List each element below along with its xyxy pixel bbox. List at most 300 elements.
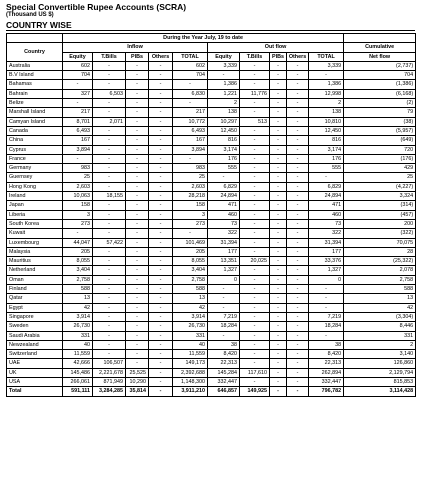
- cumulative-net-flow-cell: 3,140: [344, 350, 416, 359]
- outflow-pibs-cell: -: [270, 117, 287, 126]
- outflow-total-cell: 10,810: [309, 117, 344, 126]
- inflow-pibs-cell: -: [126, 145, 149, 154]
- outflow-others-cell: -: [287, 285, 309, 294]
- inflow-tbills-cell: -: [93, 275, 126, 284]
- outflow-equity-cell: 31,394: [208, 238, 240, 247]
- outflow-equity-cell: 145,284: [208, 368, 240, 377]
- outflow-others-cell: -: [287, 164, 309, 173]
- outflow-pibs-cell: -: [270, 154, 287, 163]
- outflow-equity-cell: 6,829: [208, 182, 240, 191]
- table-row: [7, 173, 416, 182]
- outflow-equity-cell: 18,284: [208, 322, 240, 331]
- inflow-total-cell: 3,894: [173, 145, 208, 154]
- inflow-total-cell: 2,758: [173, 275, 208, 284]
- table-row: [7, 182, 416, 191]
- outflow-total-cell: -: [309, 331, 344, 340]
- scra-country-table: [6, 33, 416, 397]
- table-row: [7, 340, 416, 349]
- outflow-others-cell: -: [287, 312, 309, 321]
- inflow-pibs-cell: -: [126, 257, 149, 266]
- outflow-tbills-cell: -: [240, 182, 270, 191]
- period-header: During the Year July, 19 to date: [63, 34, 344, 43]
- outflow-pibs-cell: -: [270, 182, 287, 191]
- outflow-pibs-cell: -: [270, 377, 287, 386]
- inflow-equity-cell: 217: [63, 108, 93, 117]
- outflow-others-cell: -: [287, 331, 309, 340]
- inflow-total-cell: 101,469: [173, 238, 208, 247]
- inflow-total-cell: 205: [173, 247, 208, 256]
- country-cell: Singapore: [7, 312, 63, 321]
- outflow-tbills-cell: -: [240, 164, 270, 173]
- outflow-equity-cell: 2: [208, 99, 240, 108]
- inflow-total-cell: -: [173, 229, 208, 238]
- table-row: [7, 89, 416, 98]
- inflow-tbills-cell: 106,507: [93, 359, 126, 368]
- net-flow-header: Net flow: [344, 52, 416, 61]
- inflow-equity-cell: 327: [63, 89, 93, 98]
- outflow-pibs-cell: -: [270, 331, 287, 340]
- group-header-row: [7, 43, 416, 52]
- outflow-others-cell: -: [287, 294, 309, 303]
- table-row: [7, 238, 416, 247]
- cumulative-header-top: [344, 34, 416, 43]
- inflow-pibs-cell: 35,814: [126, 387, 149, 396]
- outflow-others-cell: -: [287, 80, 309, 89]
- inflow-total-cell: 28,218: [173, 192, 208, 201]
- outflow-pibs-cell: -: [270, 247, 287, 256]
- inflow-total-cell: 25: [173, 173, 208, 182]
- country-cell: Hong Kong: [7, 182, 63, 191]
- cumulative-net-flow-cell: (457): [344, 210, 416, 219]
- outflow-total-cell: 31,394: [309, 238, 344, 247]
- table-row: [7, 126, 416, 135]
- cumulative-net-flow-cell: (314): [344, 201, 416, 210]
- unit-subtitle: (Thousand US $): [6, 12, 54, 18]
- cumulative-net-flow-cell: 815,853: [344, 377, 416, 386]
- inflow-others-cell: -: [149, 257, 173, 266]
- country-cell: Bahrain: [7, 89, 63, 98]
- country-cell: Cyprus: [7, 145, 63, 154]
- outflow-equity-cell: 138: [208, 108, 240, 117]
- outflow-total-cell: 8,420: [309, 350, 344, 359]
- inflow-total-cell: 602: [173, 61, 208, 70]
- inflow-pibs-cell: -: [126, 89, 149, 98]
- inflow-pibs-cell: -: [126, 275, 149, 284]
- outflow-pibs-header: PIBs: [270, 52, 287, 61]
- country-cell: Malaysia: [7, 247, 63, 256]
- outflow-others-cell: -: [287, 154, 309, 163]
- outflow-total-cell: 796,782: [309, 387, 344, 396]
- outflow-pibs-cell: -: [270, 71, 287, 80]
- inflow-equity-cell: 10,063: [63, 192, 93, 201]
- inflow-others-cell: -: [149, 61, 173, 70]
- outflow-tbills-cell: -: [240, 61, 270, 70]
- inflow-others-cell: -: [149, 154, 173, 163]
- cumulative-net-flow-cell: 704: [344, 71, 416, 80]
- inflow-equity-cell: 273: [63, 219, 93, 228]
- inflow-others-cell: -: [149, 219, 173, 228]
- inflow-equity-cell: 602: [63, 61, 93, 70]
- outflow-others-cell: -: [287, 136, 309, 145]
- outflow-pibs-cell: -: [270, 257, 287, 266]
- inflow-pibs-cell: -: [126, 136, 149, 145]
- outflow-others-cell: -: [287, 322, 309, 331]
- table-body: [7, 61, 416, 396]
- outflow-others-cell: -: [287, 71, 309, 80]
- inflow-others-cell: -: [149, 238, 173, 247]
- inflow-equity-cell: 266,061: [63, 377, 93, 386]
- inflow-tbills-cell: -: [93, 182, 126, 191]
- cumulative-net-flow-cell: 8,446: [344, 322, 416, 331]
- inflow-equity-cell: 25: [63, 173, 93, 182]
- country-cell: Guernsey: [7, 173, 63, 182]
- inflow-pibs-cell: -: [126, 61, 149, 70]
- outflow-equity-cell: -: [208, 71, 240, 80]
- inflow-pibs-cell: -: [126, 266, 149, 275]
- outflow-total-cell: 332,447: [309, 377, 344, 386]
- outflow-tbills-cell: -: [240, 350, 270, 359]
- table-row: [7, 303, 416, 312]
- table-row: [7, 80, 416, 89]
- inflow-total-cell: 6,493: [173, 126, 208, 135]
- inflow-tbills-cell: -: [93, 219, 126, 228]
- country-cell: Germany: [7, 164, 63, 173]
- cumulative-net-flow-cell: 3,114,428: [344, 387, 416, 396]
- cumulative-net-flow-cell: (5,957): [344, 126, 416, 135]
- outflow-pibs-cell: -: [270, 285, 287, 294]
- inflow-others-cell: -: [149, 294, 173, 303]
- table-row: [7, 99, 416, 108]
- cumulative-net-flow-cell: 2,129,794: [344, 368, 416, 377]
- inflow-pibs-cell: 10,290: [126, 377, 149, 386]
- country-cell: Belize: [7, 99, 63, 108]
- table-row: [7, 257, 416, 266]
- table-row: [7, 201, 416, 210]
- country-cell: Qatar: [7, 294, 63, 303]
- inflow-tbills-cell: 2,221,678: [93, 368, 126, 377]
- inflow-tbills-cell: -: [93, 210, 126, 219]
- table-row: [7, 331, 416, 340]
- outflow-others-cell: -: [287, 210, 309, 219]
- outflow-equity-cell: -: [208, 173, 240, 182]
- country-cell: Camyan Island: [7, 117, 63, 126]
- inflow-equity-cell: 3,914: [63, 312, 93, 321]
- inflow-equity-cell: 44,047: [63, 238, 93, 247]
- outflow-tbills-cell: -: [240, 145, 270, 154]
- outflow-others-cell: -: [287, 117, 309, 126]
- country-cell: France: [7, 154, 63, 163]
- outflow-total-cell: 7,219: [309, 312, 344, 321]
- country-cell: Total: [7, 387, 63, 396]
- outflow-header: Out flow: [208, 43, 344, 52]
- outflow-others-cell: -: [287, 303, 309, 312]
- cumulative-net-flow-cell: 25: [344, 173, 416, 182]
- outflow-equity-cell: 322: [208, 229, 240, 238]
- inflow-equity-cell: 3: [63, 210, 93, 219]
- inflow-tbills-cell: -: [93, 99, 126, 108]
- cumulative-net-flow-cell: (25,322): [344, 257, 416, 266]
- inflow-others-cell: -: [149, 377, 173, 386]
- country-cell: UK: [7, 368, 63, 377]
- inflow-equity-header: Equity: [63, 52, 93, 61]
- outflow-others-cell: -: [287, 182, 309, 191]
- cumulative-net-flow-cell: (649): [344, 136, 416, 145]
- outflow-total-cell: 24,894: [309, 192, 344, 201]
- outflow-others-cell: -: [287, 145, 309, 154]
- inflow-pibs-cell: -: [126, 192, 149, 201]
- outflow-tbills-cell: -: [240, 322, 270, 331]
- inflow-pibs-cell: -: [126, 285, 149, 294]
- inflow-pibs-header: PIBs: [126, 52, 149, 61]
- outflow-pibs-cell: -: [270, 164, 287, 173]
- cumulative-net-flow-cell: (4,227): [344, 182, 416, 191]
- outflow-total-cell: 73: [309, 219, 344, 228]
- table-row: [7, 247, 416, 256]
- country-cell: Finland: [7, 285, 63, 294]
- cumulative-net-flow-cell: 331: [344, 331, 416, 340]
- inflow-pibs-cell: -: [126, 247, 149, 256]
- outflow-others-cell: -: [287, 247, 309, 256]
- country-header: Country: [7, 43, 63, 62]
- inflow-total-cell: 26,730: [173, 322, 208, 331]
- cumulative-net-flow-cell: 720: [344, 145, 416, 154]
- inflow-total-cell: 40: [173, 340, 208, 349]
- inflow-equity-cell: 591,111: [63, 387, 93, 396]
- outflow-equity-cell: 7,219: [208, 312, 240, 321]
- outflow-total-cell: 0: [309, 275, 344, 284]
- cumulative-net-flow-cell: 2,758: [344, 275, 416, 284]
- outflow-tbills-cell: -: [240, 294, 270, 303]
- country-cell: Canada: [7, 126, 63, 135]
- outflow-pibs-cell: -: [270, 126, 287, 135]
- inflow-total-cell: 273: [173, 219, 208, 228]
- table-row: [7, 164, 416, 173]
- inflow-others-cell: -: [149, 192, 173, 201]
- cumulative-net-flow-cell: 2,078: [344, 266, 416, 275]
- country-cell: Japan: [7, 201, 63, 210]
- outflow-equity-cell: 646,857: [208, 387, 240, 396]
- outflow-pibs-cell: -: [270, 108, 287, 117]
- country-cell: South Korea: [7, 219, 63, 228]
- outflow-total-cell: 460: [309, 210, 344, 219]
- inflow-tbills-cell: -: [93, 71, 126, 80]
- outflow-equity-cell: 1,327: [208, 266, 240, 275]
- outflow-total-cell: 322: [309, 229, 344, 238]
- country-cell: Bahamas: [7, 80, 63, 89]
- outflow-tbills-cell: -: [240, 99, 270, 108]
- table-row: [7, 275, 416, 284]
- inflow-tbills-cell: 871,949: [93, 377, 126, 386]
- inflow-others-cell: -: [149, 322, 173, 331]
- outflow-pibs-cell: -: [270, 350, 287, 359]
- outflow-tbills-cell: 20,025: [240, 257, 270, 266]
- inflow-total-cell: 3: [173, 210, 208, 219]
- outflow-equity-cell: -: [208, 294, 240, 303]
- outflow-pibs-cell: -: [270, 201, 287, 210]
- cumulative-net-flow-cell: 588: [344, 285, 416, 294]
- outflow-tbills-cell: -: [240, 238, 270, 247]
- inflow-others-cell: -: [149, 303, 173, 312]
- outflow-equity-cell: 555: [208, 164, 240, 173]
- outflow-pibs-cell: -: [270, 99, 287, 108]
- inflow-equity-cell: 3,894: [63, 145, 93, 154]
- outflow-equity-cell: 22,313: [208, 359, 240, 368]
- outflow-tbills-cell: -: [240, 173, 270, 182]
- outflow-others-cell: -: [287, 238, 309, 247]
- outflow-tbills-cell: -: [240, 266, 270, 275]
- outflow-equity-cell: 12,450: [208, 126, 240, 135]
- outflow-total-cell: 555: [309, 164, 344, 173]
- country-cell: USA: [7, 377, 63, 386]
- outflow-others-cell: -: [287, 61, 309, 70]
- inflow-equity-cell: 6,493: [63, 126, 93, 135]
- inflow-total-cell: 10,772: [173, 117, 208, 126]
- outflow-equity-cell: 460: [208, 210, 240, 219]
- inflow-equity-cell: 588: [63, 285, 93, 294]
- inflow-others-cell: -: [149, 331, 173, 340]
- outflow-pibs-cell: -: [270, 210, 287, 219]
- inflow-total-cell: 2,392,688: [173, 368, 208, 377]
- outflow-equity-cell: 3,339: [208, 61, 240, 70]
- inflow-total-cell: 331: [173, 331, 208, 340]
- outflow-others-cell: -: [287, 89, 309, 98]
- inflow-pibs-cell: -: [126, 350, 149, 359]
- inflow-others-cell: -: [149, 387, 173, 396]
- inflow-total-cell: 588: [173, 285, 208, 294]
- inflow-pibs-cell: -: [126, 108, 149, 117]
- inflow-pibs-cell: -: [126, 294, 149, 303]
- inflow-total-cell: 6,830: [173, 89, 208, 98]
- inflow-tbills-cell: -: [93, 285, 126, 294]
- inflow-equity-cell: 40: [63, 340, 93, 349]
- outflow-others-cell: -: [287, 219, 309, 228]
- outflow-equity-cell: 332,447: [208, 377, 240, 386]
- outflow-tbills-cell: -: [240, 275, 270, 284]
- outflow-equity-header: Equity: [208, 52, 240, 61]
- title-rule: [6, 30, 415, 31]
- inflow-tbills-cell: -: [93, 303, 126, 312]
- inflow-others-cell: -: [149, 71, 173, 80]
- inflow-equity-cell: 158: [63, 201, 93, 210]
- inflow-equity-cell: -: [63, 99, 93, 108]
- inflow-pibs-cell: -: [126, 126, 149, 135]
- outflow-equity-cell: 1,221: [208, 89, 240, 98]
- inflow-others-cell: -: [149, 89, 173, 98]
- outflow-total-cell: 33,376: [309, 257, 344, 266]
- inflow-total-cell: 11,559: [173, 350, 208, 359]
- table-row: [7, 117, 416, 126]
- inflow-others-cell: -: [149, 275, 173, 284]
- cumulative-net-flow-cell: 42: [344, 303, 416, 312]
- inflow-tbills-cell: -: [93, 340, 126, 349]
- inflow-others-cell: -: [149, 247, 173, 256]
- table-row: [7, 368, 416, 377]
- outflow-tbills-cell: -: [240, 80, 270, 89]
- outflow-others-cell: -: [287, 340, 309, 349]
- outflow-tbills-cell: -: [240, 359, 270, 368]
- outflow-total-cell: -: [309, 294, 344, 303]
- cumulative-net-flow-cell: 2: [344, 340, 416, 349]
- period-header-row: [7, 34, 416, 43]
- outflow-total-cell: -: [309, 71, 344, 80]
- inflow-total-cell: 8,055: [173, 257, 208, 266]
- outflow-equity-cell: 471: [208, 201, 240, 210]
- inflow-pibs-cell: -: [126, 182, 149, 191]
- inflow-tbills-cell: 6,503: [93, 89, 126, 98]
- outflow-tbills-header: T.Bills: [240, 52, 270, 61]
- outflow-total-cell: 1,386: [309, 80, 344, 89]
- inflow-tbills-cell: -: [93, 229, 126, 238]
- inflow-others-cell: -: [149, 117, 173, 126]
- country-cell: Ireland: [7, 192, 63, 201]
- outflow-total-cell: -: [309, 303, 344, 312]
- table-row: [7, 266, 416, 275]
- outflow-pibs-cell: -: [270, 192, 287, 201]
- section-heading: COUNTRY WISE: [6, 20, 72, 30]
- inflow-others-cell: -: [149, 285, 173, 294]
- inflow-total-cell: 704: [173, 71, 208, 80]
- outflow-tbills-cell: -: [240, 312, 270, 321]
- inflow-equity-cell: 704: [63, 71, 93, 80]
- table-row: [7, 350, 416, 359]
- country-cell: B.V Island: [7, 71, 63, 80]
- table-row: [7, 377, 416, 386]
- inflow-tbills-cell: -: [93, 173, 126, 182]
- outflow-tbills-cell: 513: [240, 117, 270, 126]
- inflow-equity-cell: 983: [63, 164, 93, 173]
- inflow-others-cell: -: [149, 210, 173, 219]
- inflow-pibs-cell: -: [126, 322, 149, 331]
- inflow-tbills-cell: 2,071: [93, 117, 126, 126]
- outflow-tbills-cell: -: [240, 210, 270, 219]
- inflow-equity-cell: 2,603: [63, 182, 93, 191]
- inflow-tbills-cell: -: [93, 145, 126, 154]
- country-cell: China: [7, 136, 63, 145]
- outflow-pibs-cell: -: [270, 136, 287, 145]
- inflow-others-cell: -: [149, 164, 173, 173]
- inflow-others-cell: -: [149, 80, 173, 89]
- outflow-total-cell: 138: [309, 108, 344, 117]
- inflow-pibs-cell: -: [126, 154, 149, 163]
- outflow-equity-cell: -: [208, 331, 240, 340]
- table-row: [7, 192, 416, 201]
- cumulative-net-flow-cell: 13: [344, 294, 416, 303]
- outflow-total-header: TOTAL: [309, 52, 344, 61]
- inflow-equity-cell: 42: [63, 303, 93, 312]
- country-cell: Kuwait: [7, 229, 63, 238]
- outflow-equity-cell: 0: [208, 275, 240, 284]
- outflow-total-cell: 3,174: [309, 145, 344, 154]
- inflow-equity-cell: -: [63, 80, 93, 89]
- inflow-pibs-cell: -: [126, 80, 149, 89]
- outflow-total-cell: 471: [309, 201, 344, 210]
- country-cell: Netherland: [7, 266, 63, 275]
- outflow-equity-cell: 176: [208, 154, 240, 163]
- table-row: [7, 136, 416, 145]
- outflow-total-cell: 816: [309, 136, 344, 145]
- inflow-pibs-cell: -: [126, 201, 149, 210]
- inflow-equity-cell: 205: [63, 247, 93, 256]
- country-header-top: [7, 34, 63, 43]
- outflow-tbills-cell: -: [240, 126, 270, 135]
- country-cell: Australia: [7, 61, 63, 70]
- inflow-others-cell: -: [149, 99, 173, 108]
- country-cell: Egypt: [7, 303, 63, 312]
- inflow-pibs-cell: -: [126, 173, 149, 182]
- cumulative-net-flow-cell: 79: [344, 108, 416, 117]
- inflow-equity-cell: 11,559: [63, 350, 93, 359]
- table-row: [7, 61, 416, 70]
